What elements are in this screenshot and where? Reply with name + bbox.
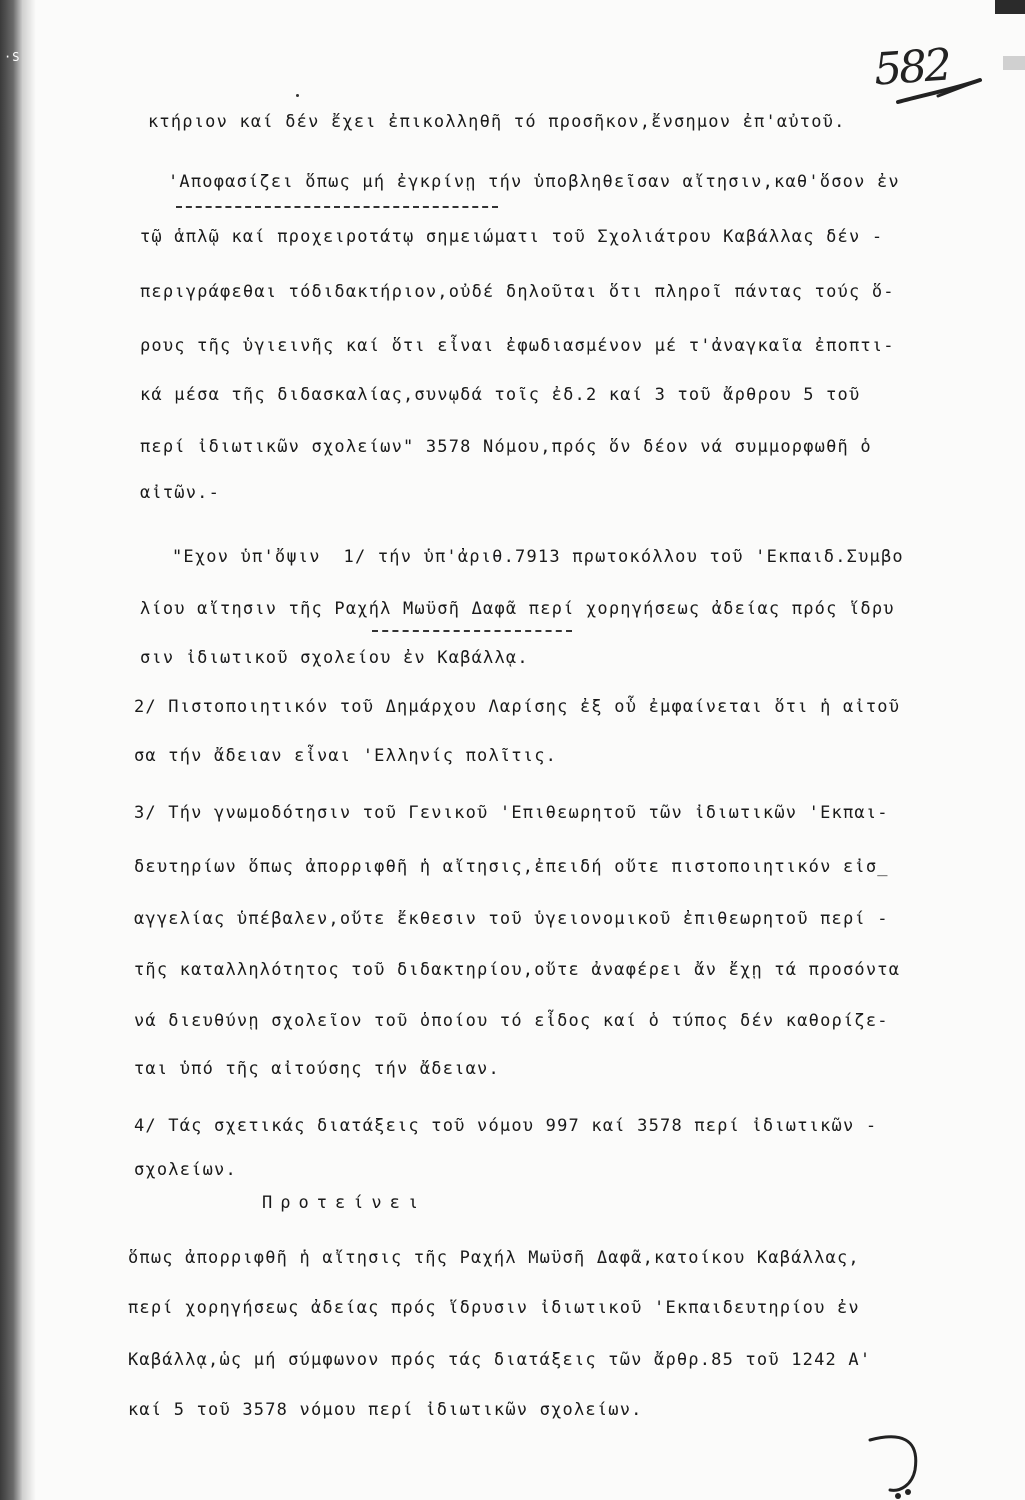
ink-dot (296, 94, 299, 97)
binding-edge (0, 0, 22, 1500)
text-line: περί χορηγήσεως ἀδείας πρός ἵδρυσιν ἰδιωτικοῦ 'Εκπαιδευτηρίου ἐν (128, 1298, 860, 1318)
folio-underline-stroke (868, 40, 988, 110)
text-line: νά διευθύνῃ σχολεῖον τοῦ ὁποίου τό εἶδος καί ὁ τύπος δέν καθορίζε- (134, 1011, 889, 1031)
text-line: σα τήν ἄδειαν εἶναι 'Ελληνίς πολῖτις. (134, 746, 558, 766)
text-line: κτήριον καί δέν ἔχει ἐπικολληθῆ τό προσῆκον,ἔνσημον ἐπ'αὐτοῦ. (148, 112, 846, 132)
section-heading: Προτείνει (262, 1193, 427, 1213)
edge-tab (1003, 56, 1025, 70)
edge-mark: ·S (4, 50, 21, 64)
text-line: ὅπως ἀπορριφθῆ ἡ αἴτησις τῆς Ραχήλ Μωϋσῆ Δαφᾶ,κατοίκου Καβάλλας, (128, 1248, 860, 1268)
text-line: 4/ Τάς σχετικάς διατάξεις τοῦ νόμου 997 καί 3578 περί ἰδιωτικῶν - (134, 1116, 878, 1136)
text-line: αγγελίας ὑπέβαλεν,οὔτε ἔκθεσιν τοῦ ὑγειονομικοῦ ἐπιθεωρητοῦ περί - (134, 909, 889, 929)
text-line: σιν ἰδιωτικοῦ σχολείου ἐν Καβάλλᾳ. (140, 648, 529, 668)
folio-number-text: 582 (872, 39, 951, 96)
binding-shadow (22, 0, 36, 1500)
text-line: ρους τῆς ὑγιεινῆς καί ὅτι εἶναι ἐφωδιασμένον μέ τ'ἀναγκαῖα ἐποπτι- (140, 336, 895, 356)
text-line: λίου αἴτησιν τῆς Ραχήλ Μωϋσῆ Δαφᾶ περί χορηγήσεως ἀδείας πρός ἵδρυ (140, 599, 895, 619)
text-line: περιγράφεθαι τόδιδακτήριον,οὐδέ δηλοῦται ὅτι πληροῖ πάντας τούς ὅ- (140, 282, 895, 302)
handwritten-mark (860, 1430, 980, 1500)
folio-number (868, 40, 988, 110)
text-line: Καβάλλᾳ,ὡς μή σύμφωνον πρός τάς διατάξεις τῶν ἄρθρ.85 τοῦ 1242 Α' (128, 1350, 872, 1370)
text-line: "Εχον ὑπ'ὄψιν 1/ τήν ὑπ'ἀριθ.7913 πρωτοκόλλου τοῦ 'Εκπαιδ.Συμβο (172, 547, 904, 567)
text-line: περί ἰδιωτικῶν σχολείων" 3578 Νόμου,πρός ὅν δέον νά συμμορφωθῆ ὁ (140, 437, 872, 457)
text-line: 3/ Τήν γνωμοδότησιν τοῦ Γενικοῦ 'Επιθεωρητοῦ τῶν ἰδιωτικῶν 'Εκπαι- (134, 803, 889, 823)
text-line: καί 5 τοῦ 3578 νόμου περί ἰδιωτικῶν σχολείων. (128, 1400, 643, 1420)
text-line: τῷ ἁπλῷ καί προχειροτάτῳ σημειώματι τοῦ Σχολιάτρου Καβάλλας δέν - (140, 227, 884, 247)
text-line: 'Αποφασίζει ὅπως μή ἐγκρίνῃ τήν ὑποβληθεῖσαν αἴτησιν,καθ'ὅσον ἐν (168, 172, 900, 192)
text-line: 2/ Πιστοποιητικόν τοῦ Δημάρχου Λαρίσης ἐξ οὗ ἐμφαίνεται ὅτι ἡ αἰτοῦ (134, 697, 901, 717)
underline (176, 206, 498, 208)
text-line: δευτηρίων ὅπως ἀπορριφθῆ ἡ αἴτησις,ἐπειδή οὔτε πιστοποιητικόν εἰσ_ (134, 857, 889, 877)
corner-tab (995, 0, 1025, 14)
text-line: ται ὑπό τῆς αἰτούσης τήν ἄδειαν. (134, 1059, 500, 1079)
text-line: σχολείων. (134, 1160, 237, 1180)
text-line: κά μέσα τῆς διδασκαλίας,συνῳδά τοῖς ἐδ.2 καί 3 τοῦ ἄρθρου 5 τοῦ (140, 385, 861, 405)
text-line: αἰτῶν.- (140, 483, 221, 503)
text-line: τῆς καταλληλότητος τοῦ διδακτηρίου,οὔτε ἀναφέρει ἄν ἔχῃ τά προσόντα (134, 960, 901, 980)
underline (372, 630, 572, 632)
